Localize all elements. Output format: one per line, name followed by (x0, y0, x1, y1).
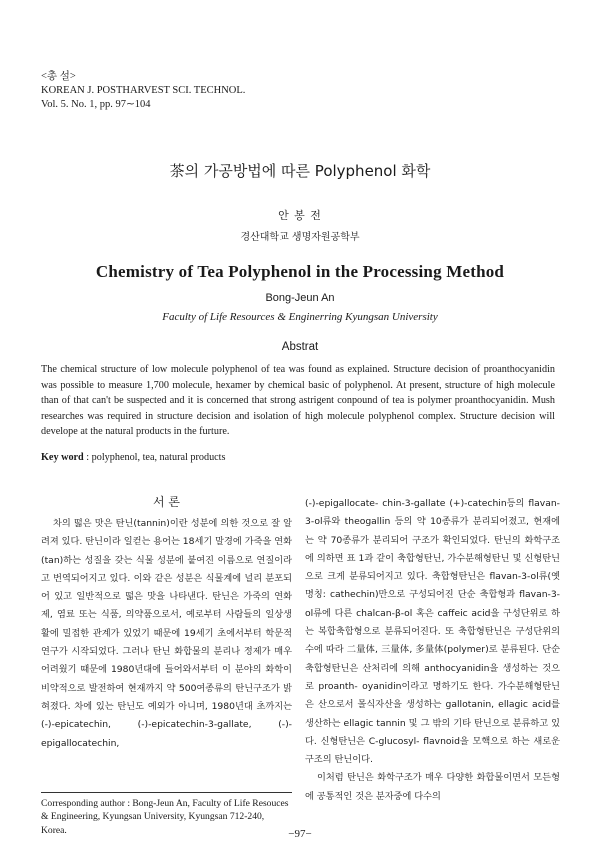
korean-title: 茶의 가공방법에 따른 Polyphenol 화학 (169, 162, 431, 180)
keyword-label: Key word (41, 452, 84, 463)
body-paragraph-1: (-)-epigallocate- chin-3-gallate (+)-catechin등의 flavan-3-ol류와 theogallin 등의 약 10종류가 분리되어졌고, 현재에는 약 70종류가 분리되어 구조가 확인되었다. 탄닌의 화학구조에 의하면 표 1과 같이 축합형탄닌, 가수분해형탄닌 및 신형탄닌으로 크게 분류되어지고 있다. 축합형탄닌은 flavan-3-ol류(옛 명칭: cathechin)만으로 구성되어진 단순 축합형과 flavan-3-ol류에 다른 chalcan-β-ol 혹은 caffeic acid을 구성단위로 하는 복합축합형으로 분류되어진다. 또 축합형탄닌은 구성단위의 수에 따라 二量体, 三量体, 多量体(polymer)로 분류된다. 단순축합형탄닌은 산처리에 의해 anthocyanidin을 생성하는 것으로 proanth- oyanidin이라고 명하기도 한다. 가수분해형탄닌은 산으로서 몰식자산을 생성하는 gallotanin, ellagic acid를 생산하는 ellagic tannin 및 그 밖의 기타 탄닌으로 분류하고 있다. 신형탄닌은 C-glucosyl- flavnoid을 모핵으로 하는 새로운 구조의 탄닌이다. (305, 498, 560, 766)
author-english: Bong-Jeun An (265, 292, 335, 304)
right-column (305, 495, 560, 806)
body-paragraph-2: 이처럼 탄닌은 화학구조가 매우 다양한 화합물이면서 모든형에 공통적인 것은 분자중에 다수의 (305, 772, 560, 802)
journal-name: KOREAN J. POSTHARVEST SCI. TECHNOL. (41, 85, 246, 96)
footnote: Corresponding author : Bong-Jeun An, Faculty of Life Resouces & Engineering, Kyungsan University, Kyungsan 712-240, Korea. (41, 798, 289, 836)
article-category: <총 설> (41, 71, 76, 82)
footnote-divider (41, 792, 292, 793)
english-title: Chemistry of Tea Polyphenol in the Processing Method (95, 262, 505, 281)
affiliation-english: Faculty of Life Resources & Enginerring Kyungsan University (162, 311, 438, 323)
keyword-text: : polyphenol, tea, natural products (83, 452, 226, 463)
intro-paragraph: 차의 떫은 맛은 탄닌(tannin)이란 성분에 의한 것으로 잘 알려져 있다. 탄닌이라 일컫는 용어는 18세기 말경에 가죽을 연화(tan)하는 성질을 갖는 식물 성분에 붙여진 이름으로 연질이라고 번역되어지고 있다. 이와 같은 성분은 식물계에 널리 분포되어 있고 일반적으로 떫은 맛을 나타낸다. 탄닌은 가죽의 연화제, 염료 또는 식품, 의약품으로서, 예로부터 사람들의 일상생활에 밀접한 관계가 있었기 때문에 19세기 초에서부터 학문적 연구가 시작되었다. 그러나 탄닌 화합물의 분리나 정제가 매우 어려웠기 때문에 1980년대에 들어와서부터 이 분야의 화학이 비약적으로 발전하여 현재까지 약 500여종류의 탄닌구조가 밝혀졌다. 차에 있는 탄닌도 예외가 아니며, 1980년대 초까지는 (-)-epicatechin, (-)-epicatechin-3-gallate, (-)-epigallocatechin, (41, 518, 292, 749)
volume-info: Vol. 5. No. 1, pp. 97∼104 (41, 99, 151, 110)
page-number: −97− (288, 828, 312, 840)
keywords (41, 452, 225, 463)
abstract-text: The chemical structure of low molecule polyphenol of tea was found as explained. Structure decision of proanthocyanidin was possible to measure 1,700 molecule, hexamer by chemical basic of polyphenol. At present, structure of high molecule than of that can't be suspected and it is concerned that strong astrigent conpound of tea is polymer proanthocyanidin. Mush researches was required in structure decision and isolation of high molecule polyphenol complex. Structure decision will develope at the natural products in the furture. (41, 364, 555, 438)
left-column (41, 515, 292, 753)
abstract-heading: Abstrat (281, 341, 319, 353)
author-korean: 안 봉 전 (278, 209, 322, 222)
section-heading: 서 론 (153, 495, 180, 509)
affiliation-korean: 경산대학교 생명자원공학부 (240, 232, 360, 243)
